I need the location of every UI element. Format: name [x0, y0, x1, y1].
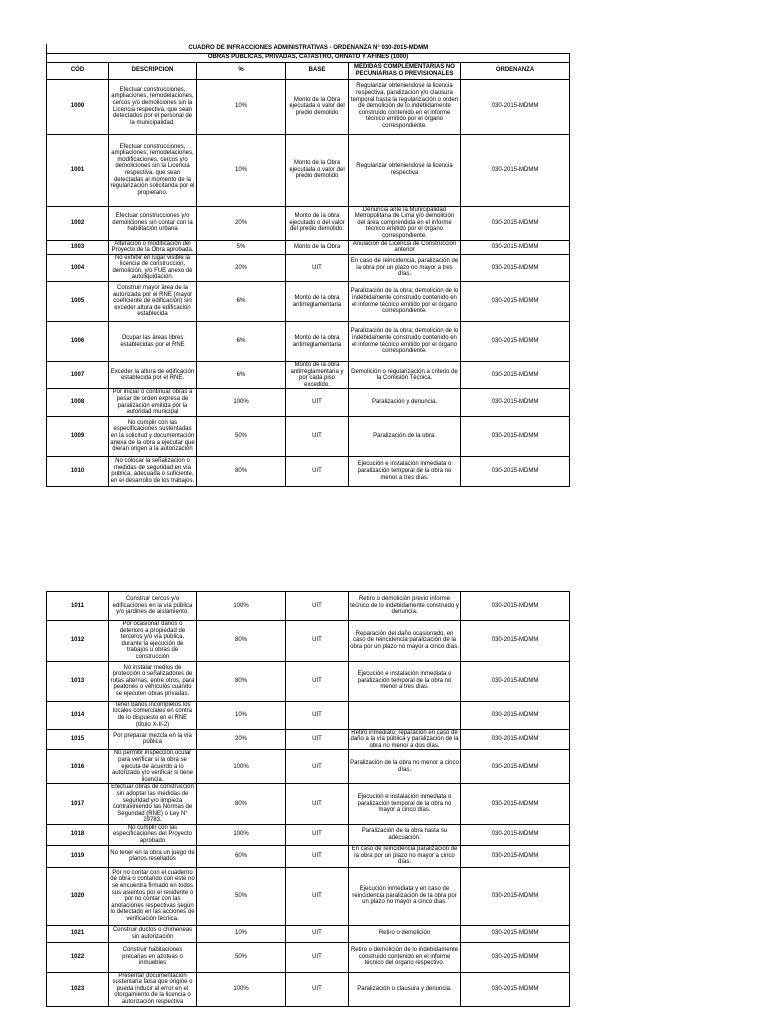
description-cell: Por preparar mezcla en la vía pública [109, 729, 197, 750]
table-row [47, 416, 570, 456]
percent-cell: 100% [197, 592, 286, 621]
base-cell: UIT [286, 416, 349, 456]
code-cell: 1010 [47, 456, 109, 486]
header-cod: CÓD [47, 62, 109, 79]
base-cell: UIT [286, 701, 349, 729]
measures-cell: Regularizar obteniendose la licencia respectiva [349, 134, 461, 206]
percent-cell: 6% [197, 322, 286, 362]
infractions-table-page-1 [46, 44, 570, 487]
description-cell: Efectuar obras de construcción sin adoptar las medidas de seguridad y/o limpieza contraviniendo las Normas de Seguridad (RNE) o Ley N° 29783. [109, 784, 197, 825]
measures-cell: Paralización de la obra; demolición de lo indebidamente construido contenido en el informe técnico emitido por el órgano correspondiente. [349, 282, 461, 322]
table-row [47, 824, 570, 845]
measures-cell: Paralización de la obra hasta su adecuación. [349, 824, 461, 845]
percent-cell: 6% [197, 362, 286, 389]
code-cell: 1023 [47, 972, 109, 1006]
table-row [47, 621, 570, 662]
code-cell: 1004 [47, 254, 109, 281]
ordinance-cell: 030-2015-MDMM [461, 456, 570, 486]
code-cell: 1007 [47, 362, 109, 389]
base-cell: UIT [286, 750, 349, 784]
table-row [47, 254, 570, 281]
measures-cell: Anulación de Licencia de Construcción anterior [349, 240, 461, 254]
table-row [47, 134, 570, 206]
description-cell: Efectuar construcciones, ampliaciones, remodelaciones, cercos y/o demoliciones sin la Licencia respectiva, que sean detectados por el personal de la municipalidad. [109, 79, 197, 134]
measures-cell: Paralización de la obra; demolición de lo indebidamente construido contenido en el informe técnico emitido por el órgano correspondiente. [349, 322, 461, 362]
base-cell: Monto de la obra antirreglamentaria y por cada piso excedido. [286, 362, 349, 389]
description-cell: Tener baños incompletos los locales comerciales en contra de lo dispuesto en el RNE (título X-II-2) [109, 701, 197, 729]
measures-cell: Ejecución inmediata y en caso de reincidencia paralización de la obra por un plazo no mayor a cinco días. [349, 867, 461, 925]
percent-cell: 10% [197, 79, 286, 134]
measures-cell: Regularizar obteniendose la licencia respectiva, paralizacion y/o clausura temporal hasta la regularización o orden de demolición de lo indebidamente construido contenido en el informe técnico emitido por el órgano correspondiente. [349, 79, 461, 134]
percent-cell: 6% [197, 282, 286, 322]
base-cell: UIT [286, 867, 349, 925]
description-cell: No exhibir en lugar visible la licencia de construcción, demolición, y/o FUE anexo de autoliquidación. [109, 254, 197, 281]
ordinance-cell: 030-2015-MDMM [461, 592, 570, 621]
ordinance-cell: 030-2015-MDMM [461, 240, 570, 254]
code-cell: 1014 [47, 701, 109, 729]
ordinance-cell: 030-2015-MDMM [461, 134, 570, 206]
description-cell: Exceder la altura de edificación establecida por el RNE. [109, 362, 197, 389]
base-cell: UIT [286, 845, 349, 867]
code-cell: 1005 [47, 282, 109, 322]
measures-cell: Retiro o demolición previo informe técnico de lo indebidamente construido y denuncia. [349, 592, 461, 621]
ordinance-cell: 030-2015-MDMM [461, 389, 570, 416]
description-cell: Presentar documentación sustentaria falsa que origine o pueda inducir al error en el otorgamiento de la licencia o autorización respectiva [109, 972, 197, 1006]
measures-cell: Ejecución e instalación inmediata o paralización temporal de la obra no mayor a cinco días. [349, 784, 461, 825]
table-row [47, 389, 570, 416]
percent-cell: 80% [197, 661, 286, 701]
code-cell: 1015 [47, 729, 109, 750]
measures-cell: Denuncia ante la Municipalidad Metropolitana de Lima y/o demolición del área comprendida en el informe técnico emitido por el órgano correspondiente. [349, 206, 461, 240]
description-cell: Efectuar construcciones y/o demoliciones sin contar con la habilitación urbana [109, 206, 197, 240]
description-cell: No cumplir con las especificaciones sustentadas en la solicitud y documentación anexa de la obra a ejecutar que dieran origen a la autorización [109, 416, 197, 456]
description-cell: No cumplir con las especificaciones del Proyecto aprobado [109, 824, 197, 845]
table-row [47, 784, 570, 825]
percent-cell: 20% [197, 206, 286, 240]
ordinance-cell: 030-2015-MDMM [461, 942, 570, 972]
ordinance-cell: 030-2015-MDMM [461, 729, 570, 750]
base-cell: UIT [286, 729, 349, 750]
code-cell: 1011 [47, 592, 109, 621]
table-row [47, 701, 570, 729]
document-title: CUADRO DE INFRACCIONES ADMINISTRATIVAS - ORDENANZA N° 030-2015-MDMM [47, 44, 570, 53]
description-cell: Construir mayor área de la autorizada por el RNE (mayor coeficiente de edificación) sin exceder altura de edificación establecida [109, 282, 197, 322]
measures-cell: Paralización de la obra. [349, 416, 461, 456]
code-cell: 1018 [47, 824, 109, 845]
measures-cell: Ejecución e instalación inmediata o paralización temporal de la obra no menor a tres días. [349, 456, 461, 486]
table-row [47, 845, 570, 867]
ordinance-cell: 030-2015-MDMM [461, 972, 570, 1006]
ordinance-cell: 030-2015-MDMM [461, 282, 570, 322]
description-cell: Alteración o modificación del Proyecto de la Obra aprobada. [109, 240, 197, 254]
ordinance-cell: 030-2015-MDMM [461, 784, 570, 825]
code-cell: 1008 [47, 389, 109, 416]
code-cell: 1022 [47, 942, 109, 972]
table-row [47, 972, 570, 1006]
description-cell: Ocupar las áreas libres establecidas por el RNE [109, 322, 197, 362]
document-subtitle: OBRAS PUBLICAS, PRIVADAS, CATASTRO, ORNATO Y AFINES (1000) [47, 53, 570, 62]
description-cell: No instalar medios de protección o señalizadores de rutas alternas, entre otros, para peatones o vehículos cuando se ejecuten obras privadas. [109, 661, 197, 701]
table-row [47, 282, 570, 322]
measures-cell: Reparación del daño ocasionado, en caso de reincidencia paralización de la obra por un plazo no mayor a cinco días. [349, 621, 461, 662]
code-cell: 1006 [47, 322, 109, 362]
table-row [47, 206, 570, 240]
table-row [47, 456, 570, 486]
ordinance-cell: 030-2015-MDMM [461, 416, 570, 456]
percent-cell: 50% [197, 416, 286, 456]
table-row [47, 79, 570, 134]
percent-cell: 5% [197, 240, 286, 254]
percent-cell: 100% [197, 389, 286, 416]
table-header-row [47, 62, 570, 79]
table-row [47, 925, 570, 942]
percent-cell: 80% [197, 784, 286, 825]
base-cell: UIT [286, 925, 349, 942]
ordinance-cell: 030-2015-MDMM [461, 824, 570, 845]
percent-cell: 80% [197, 456, 286, 486]
description-cell: Efectuar construcciones, ampliaciones, remodelaciones, modificaciones, cercos y/o demoliciones sin la Licencia respectiva, que sean detectadas al momento de la regularización solicitanda por el propietario. [109, 134, 197, 206]
ordinance-cell: 030-2015-MDMM [461, 750, 570, 784]
base-cell: UIT [286, 254, 349, 281]
percent-cell: 10% [197, 134, 286, 206]
percent-cell: 100% [197, 750, 286, 784]
measures-cell: Retiro o demolición de lo indebidamente construido contenido en el informe técnico del órgano respectivo. [349, 942, 461, 972]
table-row [47, 750, 570, 784]
table-row [47, 592, 570, 621]
description-cell: No colocar la señalizacion o medidas de seguridad en vía publica, adecuada o suficiente, en el desarrollo de los trabajos. [109, 456, 197, 486]
measures-cell: En caso de reincidencia paralización de la obra por un plazo no mayor a cinco días. [349, 845, 461, 867]
description-cell: Por ocasionar daños o deterioro a propiedad de terceros y/o vía pública, durante la ejecución de trabajos u obras de construcción [109, 621, 197, 662]
code-cell: 1001 [47, 134, 109, 206]
table-row [47, 729, 570, 750]
table-row [47, 322, 570, 362]
ordinance-cell: 030-2015-MDMM [461, 206, 570, 240]
base-cell: UIT [286, 621, 349, 662]
description-cell: Construir cercos y/o edificaciones en la vía pública y/o jardines de aislamiento. [109, 592, 197, 621]
ordinance-cell: 030-2015-MDMM [461, 661, 570, 701]
description-cell: No permitir inspección ocular para verificar si la obra se ejecuta de acuerdo a lo autorizado y/o verificar si tiene licencia. [109, 750, 197, 784]
header-medidas: MEDIDAS COMPLEMENTARIAS NO PECUNIARIAS O PREVISIONALES [349, 62, 461, 79]
percent-cell: 100% [197, 824, 286, 845]
description-cell: Construir ductos o chimeneas sin autorización [109, 925, 197, 942]
code-cell: 1020 [47, 867, 109, 925]
ordinance-cell: 030-2015-MDMM [461, 322, 570, 362]
base-cell: UIT [286, 592, 349, 621]
code-cell: 1003 [47, 240, 109, 254]
code-cell: 1016 [47, 750, 109, 784]
ordinance-cell: 030-2015-MDMM [461, 867, 570, 925]
infractions-table-page-2 [46, 591, 570, 1007]
measures-cell: Paralización de la obra no menor a cinco días. [349, 750, 461, 784]
header-base: BASE [286, 62, 349, 79]
ordinance-cell: 030-2015-MDMM [461, 925, 570, 942]
ordinance-cell: 030-2015-MDMM [461, 621, 570, 662]
base-cell: UIT [286, 824, 349, 845]
percent-cell: 10% [197, 701, 286, 729]
header-pct: % [197, 62, 286, 79]
header-ordenanza: ORDENANZA [461, 62, 570, 79]
percent-cell: 50% [197, 867, 286, 925]
measures-cell: Retiro o demolición [349, 925, 461, 942]
description-cell: Por iniciar o continuar obras a pesar de orden expresa de paralización emitida por la autoridad municipal [109, 389, 197, 416]
base-cell: UIT [286, 942, 349, 972]
percent-cell: 50% [197, 942, 286, 972]
percent-cell: 100% [197, 972, 286, 1006]
code-cell: 1012 [47, 621, 109, 662]
table-row [47, 867, 570, 925]
code-cell: 1017 [47, 784, 109, 825]
base-cell: Monto de la Obra ejecutada o valor del predio demolido [286, 134, 349, 206]
base-cell: Monto de la Obra ejecutada o valor del predio demolido [286, 79, 349, 134]
ordinance-cell: 030-2015-MDMM [461, 362, 570, 389]
base-cell: UIT [286, 661, 349, 701]
table-row [47, 362, 570, 389]
measures-cell: Ejecución e instalación inmediata o paralización temporal de la obra no menor a tres días. [349, 661, 461, 701]
ordinance-cell: 030-2015-MDMM [461, 254, 570, 281]
table-row [47, 240, 570, 254]
description-cell: Construir habitaciones precarias en azoteas o inmuebles [109, 942, 197, 972]
base-cell: UIT [286, 389, 349, 416]
measures-cell: Paralización o clausura y denuncia. [349, 972, 461, 1006]
percent-cell: 10% [197, 925, 286, 942]
code-cell: 1000 [47, 79, 109, 134]
header-descripcion: DESCRIPCION [109, 62, 197, 79]
base-cell: UIT [286, 784, 349, 825]
code-cell: 1019 [47, 845, 109, 867]
base-cell: Monto de la Obra [286, 240, 349, 254]
code-cell: 1002 [47, 206, 109, 240]
base-cell: Monto de la obra antirreglamentaria [286, 322, 349, 362]
measures-cell [349, 701, 461, 729]
percent-cell: 80% [197, 621, 286, 662]
ordinance-cell: 030-2015-MDMM [461, 79, 570, 134]
description-cell: No tener en la obra un juego de planos resellados [109, 845, 197, 867]
ordinance-cell: 030-2015-MDMM [461, 845, 570, 867]
base-cell: UIT [286, 456, 349, 486]
measures-cell: Paralización y denuncia. [349, 389, 461, 416]
code-cell: 1009 [47, 416, 109, 456]
base-cell: Monto de la obra ejecutado o del valor del predio demolido. [286, 206, 349, 240]
base-cell: UIT [286, 972, 349, 1006]
table-row [47, 661, 570, 701]
percent-cell: 20% [197, 254, 286, 281]
percent-cell: 20% [197, 729, 286, 750]
measures-cell: Demolición o regularización a criterio de la Comisión Técnica. [349, 362, 461, 389]
code-cell: 1013 [47, 661, 109, 701]
ordinance-cell: 030-2015-MDMM [461, 701, 570, 729]
description-cell: Por no contar con el cuaderno de obra o contando con este no se encuentra firmado en todos sus asientos por el residente o por no contar con las anotaciones respectivas según lo detectado en las acciones de verificación técnica. [109, 867, 197, 925]
measures-cell: Retiro inmediato; reparación en caso de daño a la vía pública y paralización de la obra no menor a dos días. [350, 729, 459, 749]
measures-cell: En caso de reincidencia, paralización de la obra por un plazo no mayor a tres días. [349, 254, 461, 281]
base-cell: Monto de la obra antirreglamentaria [286, 282, 349, 322]
percent-cell: 60% [197, 845, 286, 867]
table-row [47, 942, 570, 972]
code-cell: 1021 [47, 925, 109, 942]
